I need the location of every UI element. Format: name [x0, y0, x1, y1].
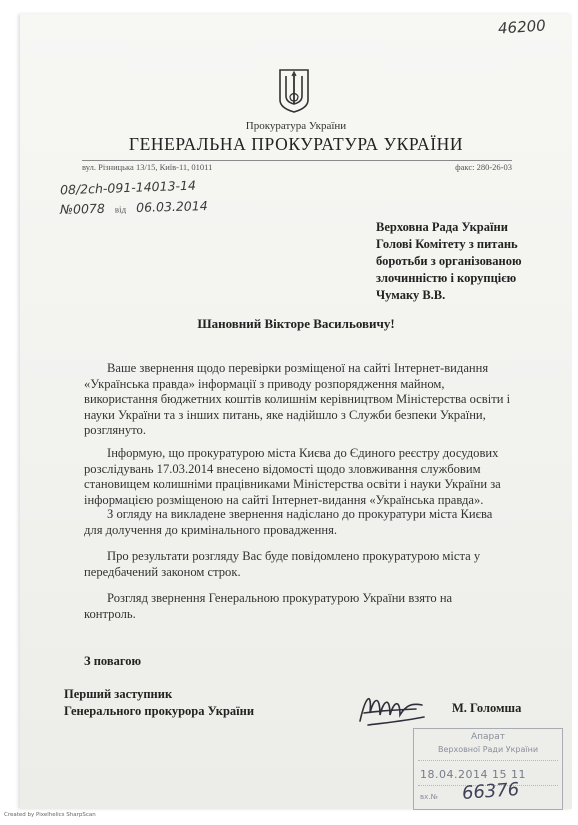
stamp-number-prefix: вх.№	[420, 793, 438, 801]
text-line: «Українська правда» інформації з приводу розпорядження майном,	[84, 376, 445, 391]
recipient-line: Верховна Рада України	[376, 220, 508, 234]
scanner-footer: Created by Pixelhelics SharpScan	[4, 812, 96, 818]
text-line: інформацією розміщеною на сайті Інтернет-видання «Українська правда».	[84, 492, 484, 507]
outgoing-number: 08/2ch-091-14013-14	[59, 177, 197, 198]
number-prefix: №0078	[59, 200, 106, 217]
body-paragraph-1	[84, 361, 562, 439]
registration-stamp	[413, 728, 563, 810]
recipient-line: злочинністю і корупцією	[376, 271, 517, 285]
signer-title-line: Перший заступник	[64, 687, 173, 701]
stamp-divider	[418, 760, 558, 761]
org-address: вул. Різницька 13/15, Київ-11, 01011	[82, 162, 213, 172]
text-line: для долучення до кримінального провадження.	[84, 522, 338, 537]
address-line	[82, 160, 512, 172]
recipient-block	[376, 219, 522, 304]
recipient-line: боротьби з організованою	[376, 254, 522, 268]
org-fax: факс: 280-26-03	[455, 162, 512, 172]
text-line: Інформую, що прокуратурою міста Києва до Єдиного реєстру досудових	[107, 446, 499, 460]
org-title: ГЕНЕРАЛЬНА ПРОКУРАТУРА УКРАЇНИ	[128, 134, 464, 154]
handwritten-corner-number: 46200	[497, 16, 547, 38]
org-subtitle: Прокуратура України	[245, 120, 347, 132]
body-paragraph-3	[84, 507, 562, 538]
greeting: Шановний Вікторе Васильовичу!	[197, 316, 395, 331]
text-line: розслідувань 17.03.2014 внесено відомості щодо зловживання службовим	[84, 461, 481, 476]
body-paragraph-2	[84, 446, 562, 508]
signer-name: М. Голомша	[452, 701, 522, 715]
text-line: розглянуто.	[84, 423, 146, 437]
body-paragraph-5	[84, 591, 562, 622]
stamp-line-1: Апарат	[470, 732, 506, 742]
stamp-registration-number: 66376	[461, 779, 520, 804]
text-line: науки України та з інших питань, яке надійшло з Служби безпеки України,	[84, 407, 486, 422]
outgoing-date: 06.03.2014	[135, 198, 208, 215]
stamp-date-time: 18.04.2014 15 11	[420, 768, 526, 781]
text-line: контроль.	[84, 606, 136, 621]
text-line: становищем колишніми працівниками Міністерства освіти і науки України за	[84, 477, 501, 491]
signer-title	[64, 686, 254, 720]
signer-title-line: Генерального прокурора України	[64, 704, 255, 718]
recipient-line: Чумаку В.В.	[376, 288, 446, 302]
stamp-line-2: Верховної Ради України	[437, 745, 539, 754]
handwritten-signature-icon	[354, 683, 428, 731]
text-line: використання бюджетних коштів колишнім керівництвом Міністерства освіти і	[84, 392, 511, 406]
letter-page	[20, 14, 572, 809]
closing-regards: З повагою	[84, 654, 142, 668]
recipient-line: Голові Комітету з питань	[376, 237, 518, 251]
text-line: З огляду на викладене звернення надіслано до прокуратури міста Києва	[107, 507, 493, 521]
outgoing-date-line	[60, 198, 208, 217]
body-paragraph-4	[84, 549, 562, 580]
trident-emblem-icon	[277, 66, 311, 114]
date-prefix: від	[114, 204, 127, 215]
text-line: Про результати розгляду Вас буде повідомлено прокуратурою міста у	[107, 549, 481, 563]
text-line: Ваше звернення щодо перевірки розміщеної на сайті Інтернет-видання	[107, 361, 489, 375]
text-line: передбачений законом строк.	[84, 564, 241, 579]
text-line: Розгляд звернення Генеральною прокуратурою України взято на	[107, 591, 453, 605]
